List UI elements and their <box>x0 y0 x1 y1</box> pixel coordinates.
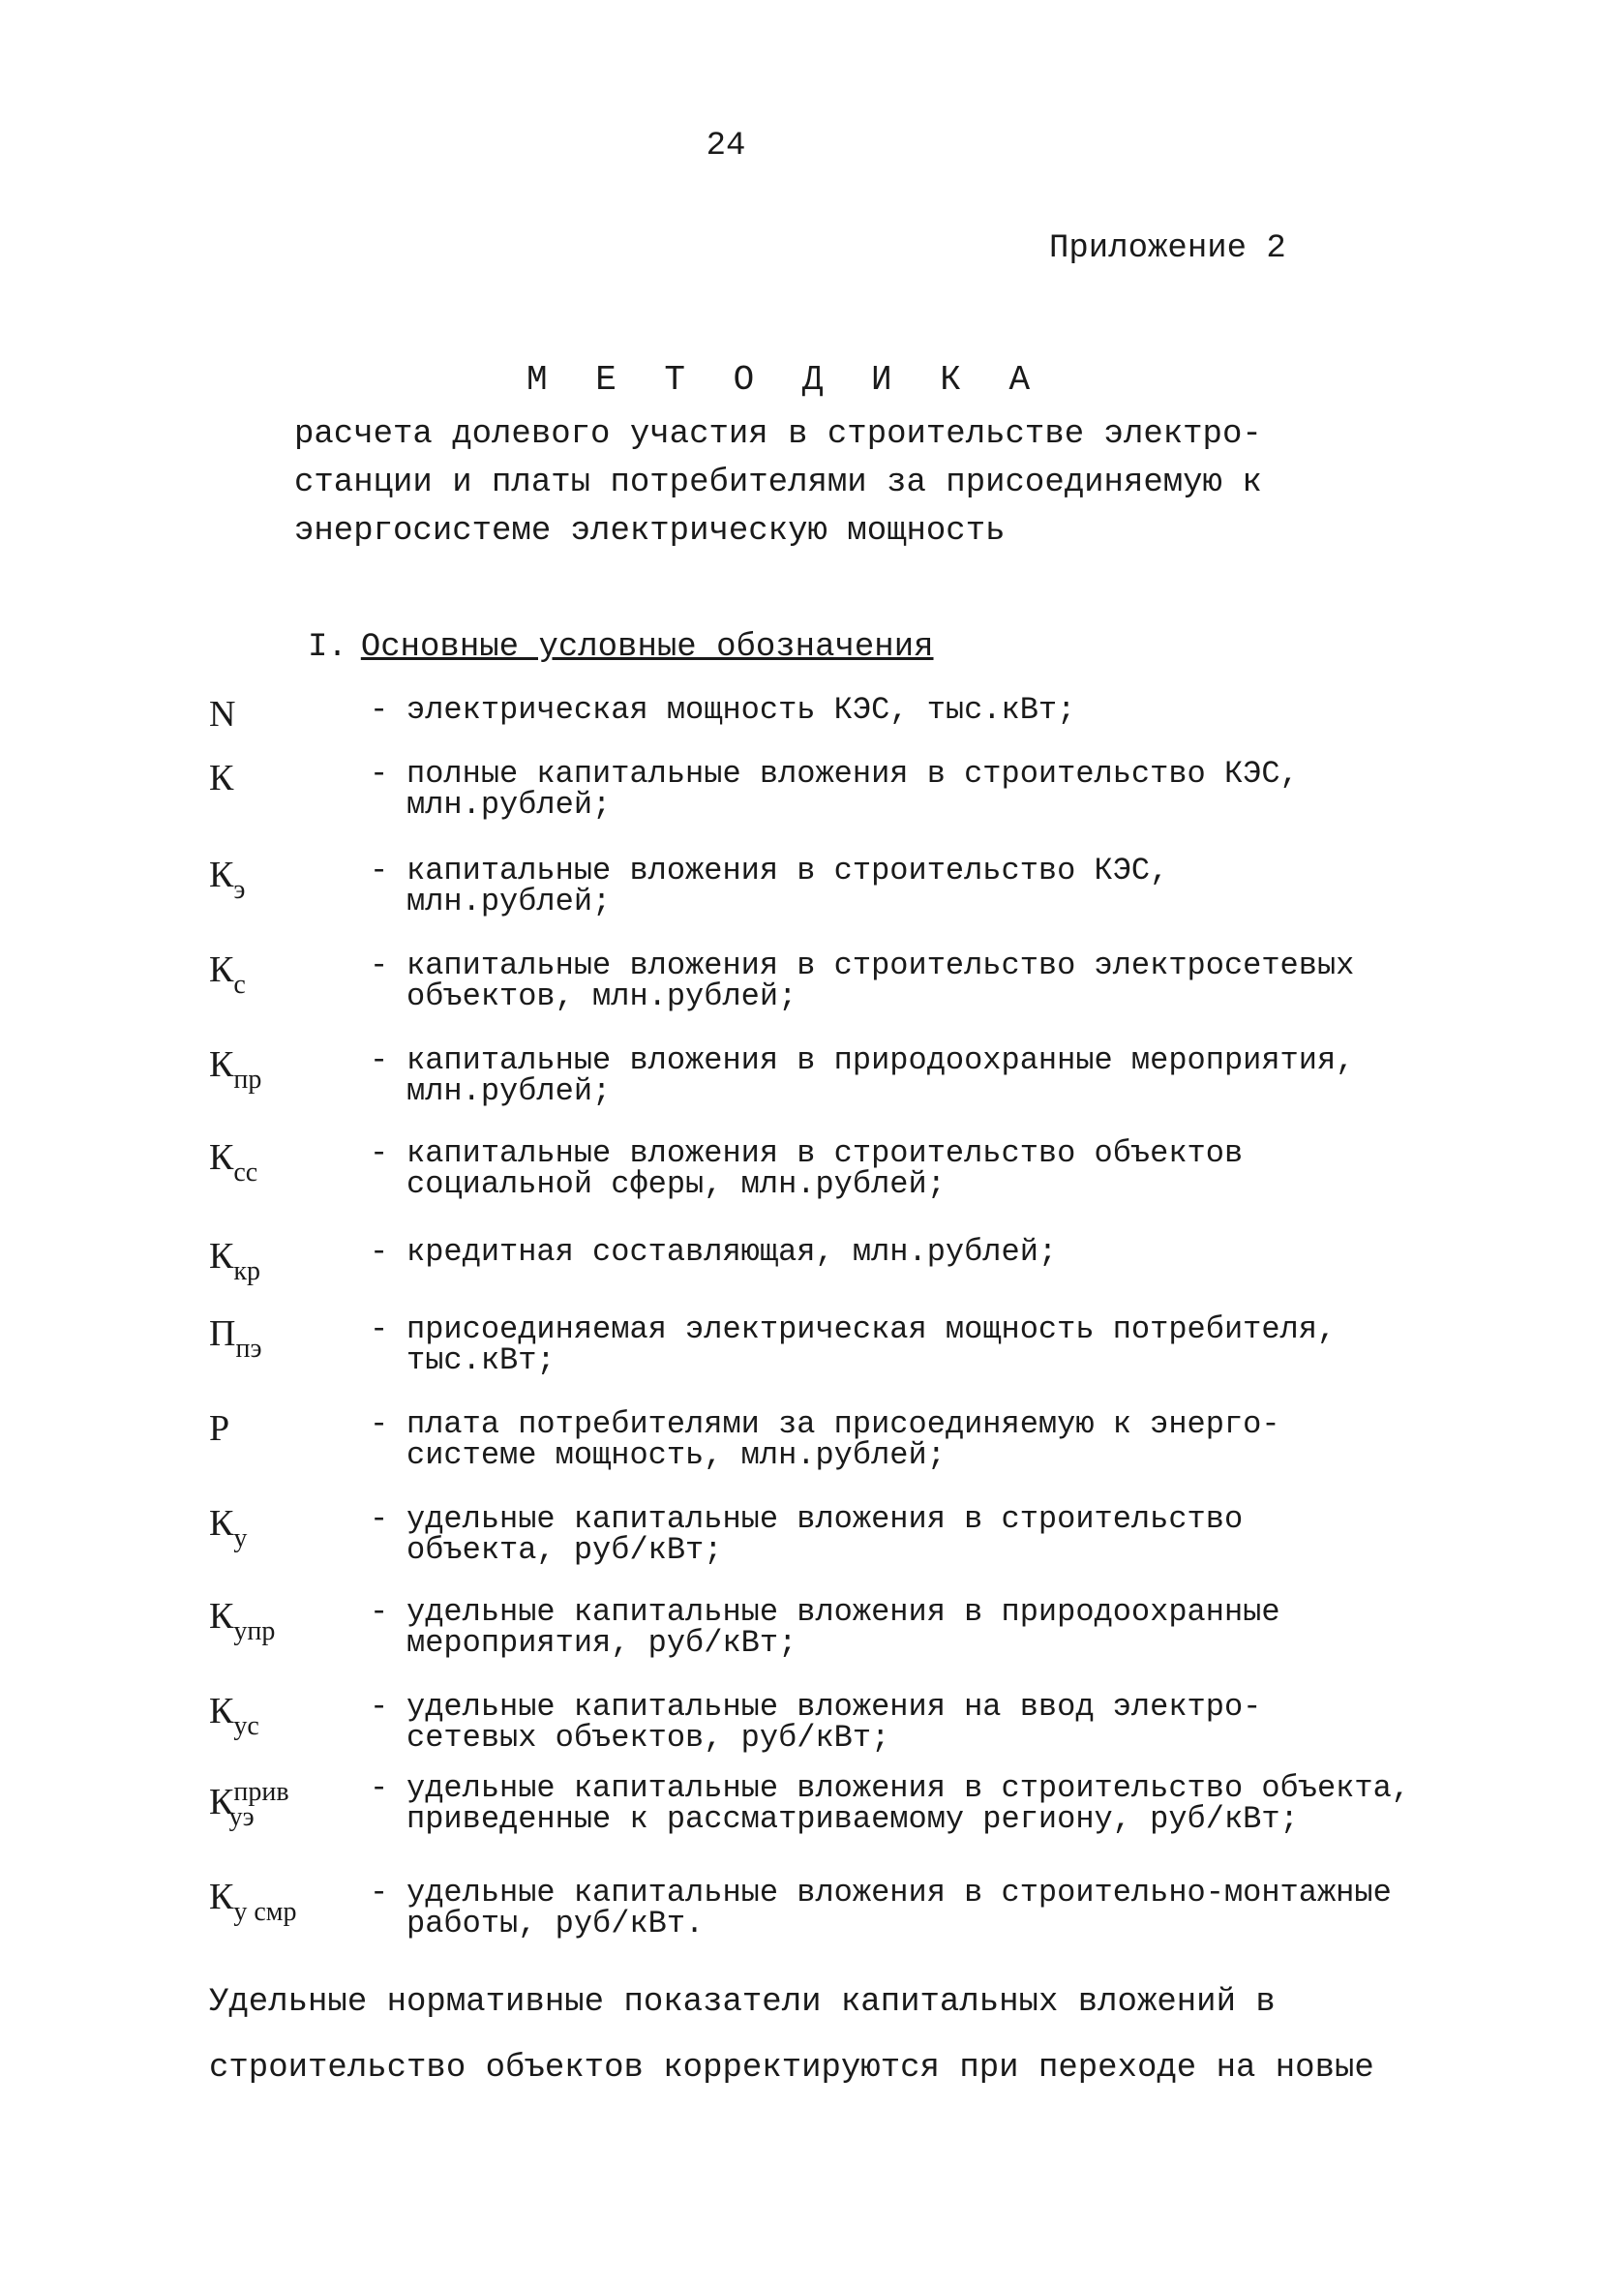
definition-dash: - <box>370 1875 389 1911</box>
definition-text <box>406 1234 1500 1270</box>
symbol-subscript: у <box>233 1523 248 1553</box>
definition-text <box>406 950 1500 1012</box>
definition-text <box>406 1042 1500 1109</box>
symbol-superscript: прив <box>233 1777 289 1807</box>
definition-text <box>406 1501 1500 1568</box>
subtitle-line: энергосистеме электрическую мощность <box>294 513 1006 550</box>
definition-dash: - <box>370 1135 389 1171</box>
definition-symbol <box>209 1314 261 1369</box>
symbol-base: Р <box>209 1408 230 1449</box>
definition-text-line: плата потребителями за присоединяемую к энерго- <box>406 1406 1280 1442</box>
definition-dash: - <box>370 1594 389 1630</box>
definition-text <box>406 756 1500 823</box>
definition-text <box>406 1135 1500 1202</box>
definition-dash: - <box>370 1042 389 1078</box>
symbol-subscript: пр <box>233 1065 262 1095</box>
definition-symbol <box>209 950 246 1005</box>
symbol-base: К <box>209 1691 234 1731</box>
paragraph-line: строительство объектов корректируются при переходе на новые <box>209 2050 1374 2087</box>
definition-dash: - <box>370 756 389 792</box>
definition-text-line: объекта, руб/кВт; <box>406 1532 723 1568</box>
symbol-base: К <box>209 1782 234 1822</box>
symbol-subscript: э <box>233 875 246 905</box>
definition-text-line: системе мощность, млн.рублей; <box>406 1437 946 1473</box>
definition-text <box>406 692 1500 728</box>
definition-text-line: полные капитальные вложения в строительство КЭС, <box>406 756 1299 792</box>
definition-text <box>406 1594 1500 1661</box>
symbol-subscript: сс <box>233 1158 258 1188</box>
page-number: 24 <box>706 128 746 165</box>
document-subtitle <box>294 410 1281 556</box>
definition-symbol <box>209 1504 247 1558</box>
definition-text-line: тыс.кВт; <box>406 1342 556 1378</box>
symbol-base: К <box>209 1503 234 1544</box>
definition-text <box>406 1875 1500 1941</box>
symbol-subscript: ус <box>233 1711 259 1741</box>
definition-symbol <box>209 759 233 797</box>
symbol-subscript: с <box>233 970 246 1000</box>
definition-text <box>406 1770 1500 1837</box>
symbol-subscript: пэ <box>235 1334 262 1364</box>
definition-dash: - <box>370 692 389 728</box>
definition-text <box>406 1311 1500 1378</box>
symbol-base: К <box>209 1236 234 1277</box>
definition-symbol <box>209 1773 289 1837</box>
symbol-subscript: упр <box>233 1616 276 1646</box>
definition-text-line: присоединяемая электрическая мощность потребителя, <box>406 1311 1337 1347</box>
definition-text-line: удельные капитальные вложения в строительство <box>406 1501 1244 1537</box>
definition-text-line: капитальные вложения в природоохранные мероприятия, <box>406 1042 1355 1078</box>
definition-symbol <box>209 1692 259 1746</box>
subtitle-line: расчета долевого участия в строительстве электро- <box>294 416 1262 453</box>
definition-text <box>406 1689 1500 1756</box>
symbol-base: N <box>209 694 236 735</box>
definition-text-line: приведенные к рассматриваемому региону, руб/кВт; <box>406 1801 1299 1837</box>
document-title: М Е Т О Д И К А <box>526 360 1044 400</box>
definition-text-line: млн.рублей; <box>406 1073 612 1109</box>
subtitle-line: станции и платы потребителями за присоединяемую к <box>294 465 1262 501</box>
appendix-label: Приложение 2 <box>1049 230 1286 267</box>
definition-symbol <box>209 1237 260 1291</box>
definition-dash: - <box>370 853 389 888</box>
definition-text-line: капитальные вложения в строительство объектов <box>406 1135 1244 1171</box>
definition-text-line: объектов, млн.рублей; <box>406 978 797 1014</box>
definition-symbol <box>209 1409 229 1448</box>
symbol-subscript: кр <box>233 1256 260 1286</box>
definition-dash: - <box>370 1770 389 1806</box>
definition-text-line: капитальные вложения в строительство электросетевых <box>406 948 1355 983</box>
definition-symbol <box>209 856 245 910</box>
definition-text-line: социальной сферы, млн.рублей; <box>406 1166 946 1202</box>
section-title: Основные условные обозначения <box>360 629 934 666</box>
definition-text-line: млн.рублей; <box>406 787 612 823</box>
definition-symbol <box>209 1045 261 1099</box>
definition-dash: - <box>370 1689 389 1725</box>
symbol-base: К <box>209 855 234 895</box>
symbol-subscript: у смр <box>233 1897 297 1927</box>
section-number: I. <box>308 629 347 666</box>
symbol-base: К <box>209 1596 234 1637</box>
definition-text-line: работы, руб/кВт. <box>406 1906 705 1941</box>
definition-dash: - <box>370 948 389 983</box>
definition-symbol <box>209 1597 275 1651</box>
definition-text-line: мероприятия, руб/кВт; <box>406 1625 797 1661</box>
definition-text-line: капитальные вложения в строительство КЭС, <box>406 853 1169 888</box>
definition-symbol <box>209 1138 257 1192</box>
symbol-base: П <box>209 1313 236 1354</box>
definition-text-line: удельные капитальные вложения в строительство объекта, <box>406 1770 1410 1806</box>
definition-dash: - <box>370 1234 389 1270</box>
definition-dash: - <box>370 1501 389 1537</box>
paragraph-line: Удельные нормативные показатели капитальных вложений в <box>209 1984 1276 2021</box>
definition-text-line: кредитная составляющая, млн.рублей; <box>406 1234 1058 1270</box>
definition-text-line: удельные капитальные вложения в строительно-монтажные <box>406 1875 1392 1911</box>
symbol-base: К <box>209 758 234 798</box>
symbol-subscript: уэ <box>228 1802 255 1832</box>
definition-symbol <box>209 695 235 734</box>
definition-text-line: млн.рублей; <box>406 884 612 919</box>
definition-dash: - <box>370 1406 389 1442</box>
symbol-base: К <box>209 1137 234 1178</box>
definition-text <box>406 1406 1500 1473</box>
definition-text-line: удельные капитальные вложения в природоохранные <box>406 1594 1280 1630</box>
definition-dash: - <box>370 1311 389 1347</box>
definition-symbol <box>209 1878 297 1932</box>
symbol-base: К <box>209 1044 234 1085</box>
definition-text-line: удельные капитальные вложения на ввод электро- <box>406 1689 1262 1725</box>
definition-text <box>406 853 1500 919</box>
symbol-base: К <box>209 1877 234 1917</box>
definition-text-line: электрическая мощность КЭС, тыс.кВт; <box>406 692 1076 728</box>
definition-text-line: сетевых объектов, руб/кВт; <box>406 1720 890 1756</box>
section-heading <box>308 629 934 666</box>
symbol-base: К <box>209 949 234 990</box>
